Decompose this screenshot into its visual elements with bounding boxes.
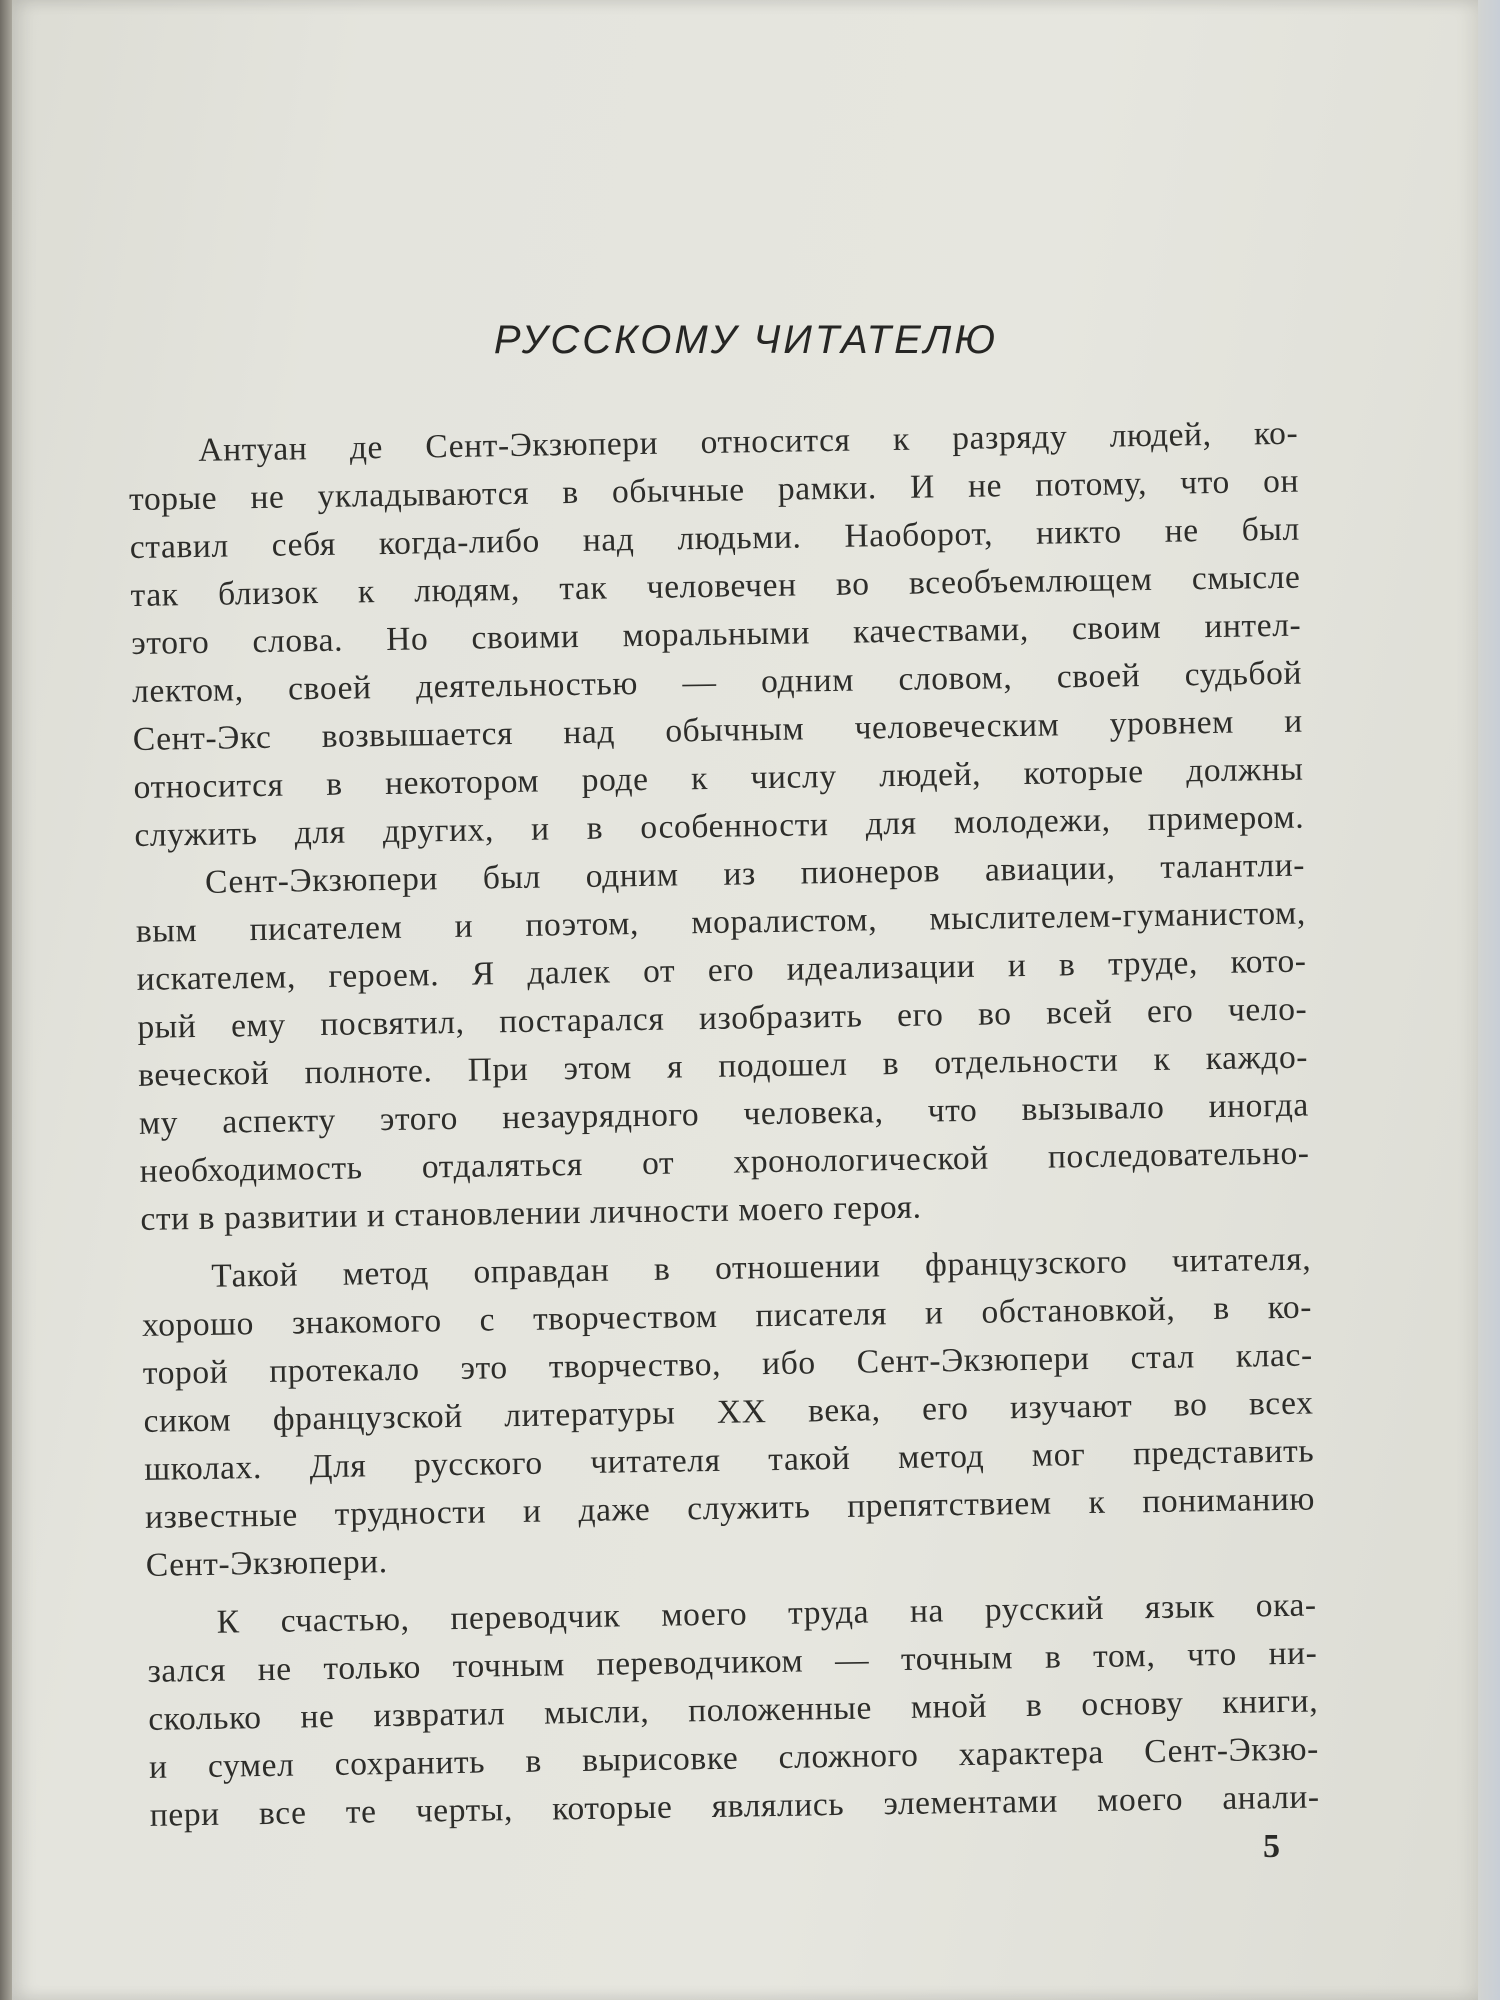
page-title: РУССКОМУ ЧИТАТЕЛЮ <box>493 318 999 362</box>
text-line: торые не укладываются в обычные рамки. И не потому, что он <box>128 462 1300 518</box>
text-line: К счастью, переводчик моего труда на русский язык ока- <box>216 1586 1317 1641</box>
text-line: искателем, героем. Я далек от его идеализации и в труде, кото- <box>136 942 1307 998</box>
background-edge <box>1478 0 1500 2000</box>
text-line: ставил себя когда-либо над людьми. Наоборот, никто не был <box>129 510 1301 566</box>
text-line: рый ему посвятил, постарался изобразить его во всей его чело- <box>137 990 1308 1046</box>
text-line: Такой метод оправдан в отношении французского читателя, <box>211 1240 1312 1295</box>
text-line: зался не только точным переводчиком — точным в том, что ни- <box>147 1634 1318 1690</box>
text-line: пери все те черты, которые являлись элементами моего анали- <box>149 1778 1320 1834</box>
text-line: Сент-Экзюпери. <box>145 1543 388 1584</box>
text-line: сиком французской литературы XX века, его изучают во всех <box>143 1384 1314 1440</box>
text-line: известные трудности и даже служить препятствием к пониманию <box>144 1480 1316 1536</box>
text-line: веческой полноте. При этом я подошел в отдельности к каждо- <box>137 1038 1309 1094</box>
text-line: школах. Для русского читателя такой метод мог представить <box>144 1432 1315 1488</box>
text-line: Сент-Экс возвышается над обычным человеческим уровнем и <box>132 702 1304 758</box>
page-number: 5 <box>1263 1828 1280 1865</box>
text-line: Антуан де Сент-Экзюпери относится к разряду людей, ко- <box>198 414 1299 469</box>
text-line: служить для других, и в особенности для молодежи, примером. <box>134 798 1305 854</box>
text-line: Сент-Экзюпери был одним из пионеров авиации, талантли- <box>204 846 1306 901</box>
text-line: этого слова. Но своими моральными качествами, своим интел- <box>131 606 1302 662</box>
body-text <box>128 410 1320 1840</box>
text-line: лектом, своей деятельностью — одним словом, своей судьбой <box>131 654 1303 710</box>
text-line: сколько не извратил мысли, положенные мной в основу книги, <box>147 1682 1319 1738</box>
text-line: необходимость отдаляться от хронологической последовательно- <box>139 1134 1310 1190</box>
text-line: вым писателем и поэтом, моралистом, мыслителем-гуманистом, <box>135 894 1307 950</box>
book-page <box>12 0 1480 2000</box>
text-line: му аспекту этого незаурядного человека, что вызывало иногда <box>138 1086 1310 1142</box>
text-line: сти в развитии и становлении личности моего героя. <box>140 1188 922 1238</box>
text-line: торой протекало это творчество, ибо Сент-Экзюпери стал клас- <box>142 1336 1313 1392</box>
text-line: и сумел сохранить в вырисовке сложного характера Сент-Экзю- <box>148 1730 1320 1786</box>
text-line: так близок к людям, так человечен во всеобъемлющем смысле <box>130 558 1301 614</box>
text-line: хорошо знакомого с творчеством писателя и обстановкой, в ко- <box>141 1288 1313 1344</box>
book-spine-shadow <box>0 0 12 2000</box>
text-line: относится в некотором роде к числу людей, которые должны <box>133 750 1304 806</box>
